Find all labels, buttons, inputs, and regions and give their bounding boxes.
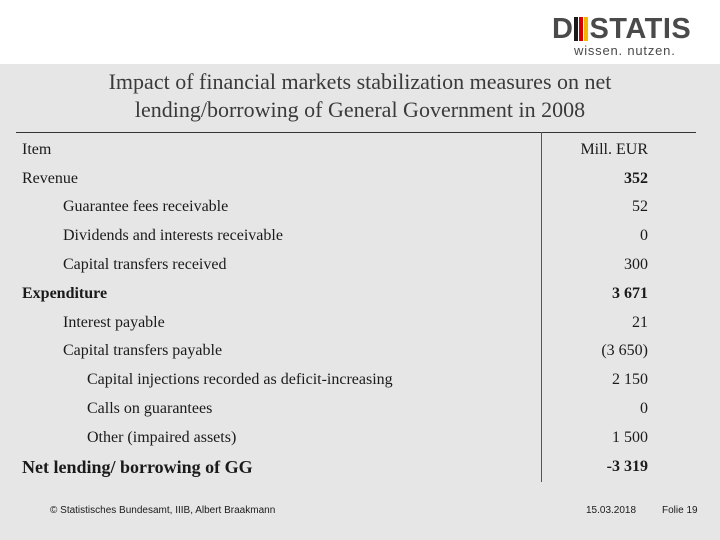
table-row-net-lending <box>0 455 720 479</box>
row-value: 1 500 <box>612 429 648 446</box>
logo-tagline: wissen. nutzen. <box>574 43 676 58</box>
row-value: 52 <box>632 198 648 215</box>
column-header-unit: Mill. EUR <box>580 141 648 158</box>
logo-letter-d: D <box>552 13 574 45</box>
slide-title-line2: lending/borrowing of General Government in 2008 <box>134 97 586 122</box>
table-row <box>0 426 720 450</box>
footer-source: © Statistisches Bundesamt, IIIB, Albert Braakmann <box>50 505 276 516</box>
slide-title-line1: Impact of financial markets stabilization measures on net <box>108 69 612 94</box>
row-value: 0 <box>640 227 648 244</box>
table-row <box>0 311 720 335</box>
logo-wordmark <box>552 14 691 44</box>
row-label: Net lending/ borrowing of GG <box>22 457 253 477</box>
logo-letters-statis: STATIS <box>589 13 692 45</box>
slide-title <box>40 68 680 124</box>
row-value: 2 150 <box>612 371 648 388</box>
row-label: Capital transfers received <box>63 256 227 273</box>
row-value: 0 <box>640 400 648 417</box>
table-row <box>0 224 720 248</box>
row-label: Dividends and interests receivable <box>63 227 283 244</box>
table-row <box>0 339 720 363</box>
row-label: Other (impaired assets) <box>87 429 237 446</box>
footer-date: 15.03.2018 <box>586 505 637 516</box>
table-row <box>0 368 720 392</box>
row-label: Revenue <box>22 170 78 187</box>
table-row-revenue <box>0 167 720 191</box>
row-value: -3 319 <box>606 458 648 475</box>
table-header-rule <box>16 132 696 133</box>
row-label: Interest payable <box>63 314 165 331</box>
table-row <box>0 397 720 421</box>
row-value: 3 671 <box>612 285 648 302</box>
table-row-expenditure <box>0 282 720 306</box>
destatis-logo <box>552 14 702 60</box>
table-row <box>0 253 720 277</box>
row-label: Capital injections recorded as deficit-increasing <box>87 371 393 388</box>
footer-slide-number: Folie 19 <box>662 505 698 516</box>
row-label: Capital transfers payable <box>63 342 223 359</box>
row-value: 352 <box>624 170 648 187</box>
row-value: 300 <box>624 256 648 273</box>
column-header-item: Item <box>22 141 52 158</box>
row-value: (3 650) <box>601 342 648 359</box>
table-row <box>0 195 720 219</box>
row-label: Calls on guarantees <box>87 400 213 417</box>
row-label: Expenditure <box>22 285 108 302</box>
logo-bars-icon <box>574 17 588 41</box>
row-value: 21 <box>632 314 648 331</box>
table-header-row <box>0 138 720 162</box>
row-label: Guarantee fees receivable <box>63 198 229 215</box>
